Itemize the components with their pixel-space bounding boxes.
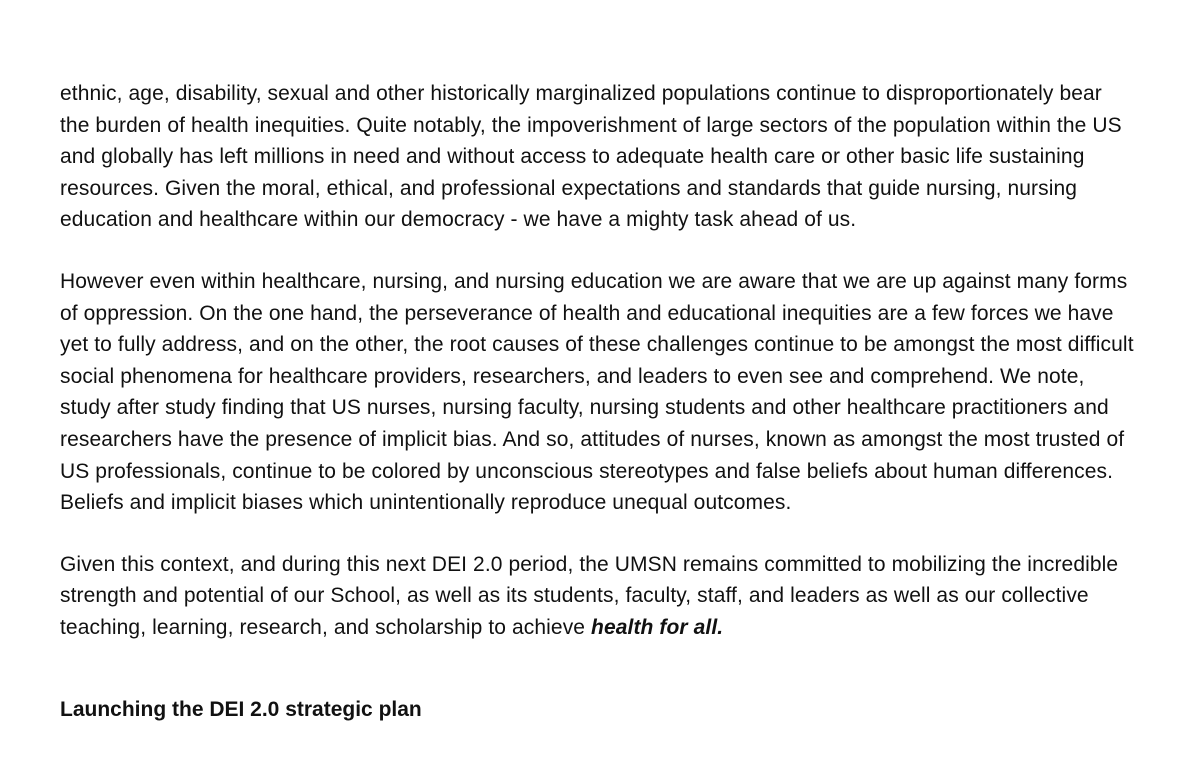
paragraph-3 [60,549,1136,644]
clipped-bottom-heading-text: Launching the DEI 2.0 strategic plan [60,697,422,721]
paragraph-3-emphasis: health for all. [591,615,724,639]
paragraph-1: ethnic, age, disability, sexual and other historically marginalized populations continue to disproportionately bear the burden of health inequities. Quite notably, the impoverishment of large sectors of the population within the US and globally has left millions in need and without access to adequate health care or other basic life sustaining resources. Given the moral, ethical, and professional expectations and standards that guide nursing, nursing education and healthcare within our democracy - we have a mighty task ahead of us. [60,82,1122,232]
clipped-bottom-heading [60,688,1136,721]
paragraph-2: However even within healthcare, nursing, and nursing education we are aware that we are up against many forms of oppression. On the one hand, the perseverance of health and educational inequities are a few forces we have yet to fully address, and on the other, the root causes of these challenges continue to be amongst the most difficult social phenomena for healthcare providers, researchers, and leaders to even see and comprehend. We note, study after study finding that US nurses, nursing faculty, nursing students and other healthcare practitioners and researchers have the presence of implicit bias. And so, attitudes of nurses, known as amongst the most trusted of US professionals, continue to be colored by unconscious stereotypes and false beliefs about human differences. Beliefs and implicit biases which unintentionally reproduce unequal outcomes. [60,269,1134,515]
paragraph-3-text: Given this context, and during this next DEI 2.0 period, the UMSN remains committed to mobilizing the incredible strength and potential of our School, as well as its students, faculty, staff, and leaders as well as our collective teaching, learning, research, and scholarship to achieve [60,552,1119,639]
